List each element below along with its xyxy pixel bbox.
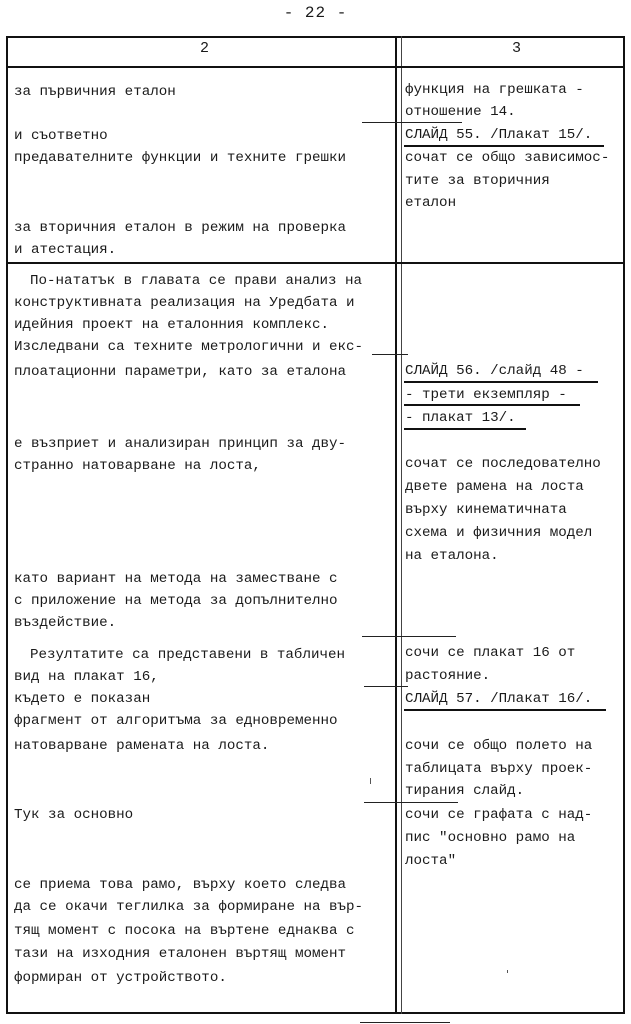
right-line: растояние. xyxy=(405,668,491,684)
right-line: тирания слайд. xyxy=(405,783,525,799)
left-line: странно натоварване на лоста, xyxy=(14,458,261,474)
left-line: формиран от устройството. xyxy=(14,970,227,986)
left-line: тящ момент с посока на въртене еднаква с xyxy=(14,923,355,939)
slide-underline xyxy=(404,404,580,406)
right-line: на еталона. xyxy=(405,548,499,564)
left-line: за първичния еталон xyxy=(14,84,176,100)
right-line: сочат се общо зависимос- xyxy=(405,150,610,166)
right-line: еталон xyxy=(405,195,457,211)
left-line: натоварване рамената на лоста. xyxy=(14,738,270,754)
right-line: таблицата върху проек- xyxy=(405,761,593,777)
cue-mark xyxy=(364,802,458,803)
right-line: сочат се последователно xyxy=(405,456,601,472)
left-line: е възприет и анализиран принцип за дву- xyxy=(14,436,347,452)
left-line: за вторичния еталон в режим на проверка xyxy=(14,220,347,236)
cue-mark xyxy=(364,686,408,687)
left-line: се приема това рамо, върху което следва xyxy=(14,877,347,893)
left-line: Тук за основно xyxy=(14,807,134,823)
left-line: и атестация. xyxy=(14,242,117,258)
left-line: където е показан xyxy=(14,691,151,707)
left-line: вид на плакат 16, xyxy=(14,669,159,685)
left-line: с приложение на метода за допълнително xyxy=(14,593,338,609)
left-line: плоатационни параметри, като за еталона xyxy=(14,364,347,380)
left-line: предавателните функции и техните грешки xyxy=(14,150,347,166)
right-line: лоста" xyxy=(405,853,457,869)
slide-cue: СЛАЙД 57. /Плакат 16/. xyxy=(405,691,593,707)
left-line: По-нататък в главата се прави анализ на xyxy=(30,273,363,289)
left-line: тази на изходния еталонен въртящ момент xyxy=(14,946,347,962)
slide-underline xyxy=(404,709,606,711)
right-line: сочи се плакат 16 от xyxy=(405,645,576,661)
slide-cue: СЛАЙД 56. /слайд 48 - xyxy=(405,363,584,379)
slide-underline xyxy=(404,145,604,147)
right-line: двете рамена на лоста xyxy=(405,479,584,495)
column-divider-inner xyxy=(401,36,402,1014)
slide-underline xyxy=(404,428,526,430)
cue-mark xyxy=(360,1022,450,1023)
stray-mark xyxy=(507,970,508,973)
slide-cue: - трети екземпляр - xyxy=(405,387,567,403)
section-rule xyxy=(6,262,625,264)
cue-mark xyxy=(372,354,408,355)
header-rule xyxy=(6,66,625,68)
column-divider xyxy=(395,36,397,1014)
left-line: конструктивната реализация на Уредбата и xyxy=(14,295,355,311)
column-header-3: 3 xyxy=(512,40,522,57)
left-line: Изследвани са техните метрологични и екс- xyxy=(14,339,364,355)
right-line: сочи се графата с над- xyxy=(405,807,593,823)
slide-cue: СЛАЙД 55. /Плакат 15/. xyxy=(405,127,593,143)
left-line: и съответно xyxy=(14,128,108,144)
stray-mark xyxy=(370,778,371,784)
slide-cue: - плакат 13/. xyxy=(405,410,516,426)
cue-mark xyxy=(362,636,456,637)
right-line: пис "основно рамо на xyxy=(405,830,576,846)
right-line: схема и физичния модел xyxy=(405,525,593,541)
right-line: функция на грешката - xyxy=(405,82,584,98)
left-line: като вариант на метода на заместване с xyxy=(14,571,338,587)
left-line: въздействие. xyxy=(14,615,117,631)
cue-mark xyxy=(362,122,462,123)
left-line: идейния проект на еталонния комплекс. xyxy=(14,317,330,333)
column-header-2: 2 xyxy=(200,40,210,57)
right-line: върху кинематичната xyxy=(405,502,567,518)
left-line: фрагмент от алгоритъма за едновременно xyxy=(14,713,338,729)
right-line: отношение 14. xyxy=(405,104,516,120)
left-line: да се окачи теглилка за формиране на вър- xyxy=(14,899,364,915)
left-line: Резултатите са представени в табличен xyxy=(30,647,346,663)
right-line: тите за вторичния xyxy=(405,173,550,189)
slide-underline xyxy=(404,381,598,383)
page-number: - 22 - xyxy=(283,4,348,22)
right-line: сочи се общо полето на xyxy=(405,738,593,754)
